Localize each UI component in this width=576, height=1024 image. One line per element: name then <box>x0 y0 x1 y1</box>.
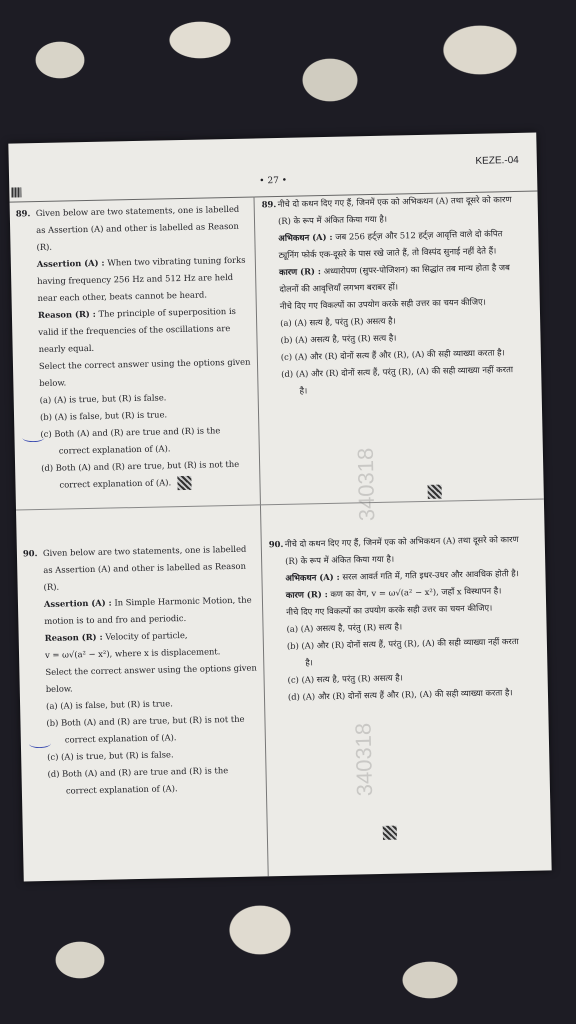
assertion-text: जब 256 हर्ट्ज़ और 512 हर्ट्ज़ आवृत्ति वाले दो कंपित ट्यूनिंग फोर्क एक-दूसरे के पास रखे जाते हैं, तो विस्पंद सुनाई नहीं देते हैं। <box>278 228 503 260</box>
watermark: 340318 <box>352 447 380 522</box>
option-b: (b) (A) और (R) दोनों सत्य हैं, परंतु (R), (A) की सही व्याख्या नहीं करता है। <box>286 636 519 668</box>
exam-page <box>8 133 551 882</box>
paper-code: KEZE.-04 <box>475 154 519 167</box>
option-b: (b) (A) is false, but (R) is true. <box>39 409 168 423</box>
option-c: (c) (A) is true, but (R) is false. <box>47 749 174 762</box>
option-a: (a) (A) is true, but (R) is false. <box>39 392 167 406</box>
instruction: Select the correct answer using the options given below. <box>38 356 251 389</box>
question-90-english <box>22 541 260 800</box>
qr-code-icon <box>428 485 442 499</box>
instruction: नीचे दिए गए विकल्पों का उपयोग करके सही उत्तर का चयन कीजिए। <box>286 602 493 617</box>
qr-code-icon <box>177 475 191 489</box>
reason-text: Velocity of particle, <box>105 629 188 642</box>
reason-label: Reason (R) : <box>44 631 103 643</box>
assertion-label: अभिकथन (A) : <box>285 571 340 583</box>
question-number: 90. <box>268 538 284 550</box>
reason-label: कारण (R) : <box>285 589 328 600</box>
reason-label: कारण (R) : <box>278 266 322 277</box>
reason-text: कण का वेग, v = ω√(a² − x²), जहाँ x विस्थापन है। <box>330 585 502 599</box>
option-c: (c) (A) सत्य है, परंतु (R) असत्य है। <box>287 672 403 685</box>
question-intro: Given below are two statements, one is labelled as Assertion (A) and other is labelled as Reason (R). <box>42 543 247 592</box>
assertion-text: सरल आवर्त गति में, गति इधर-उधर और आवधिक होती है। <box>342 568 519 582</box>
instruction: नीचे दिए गए विकल्पों का उपयोग करके सही उत्तर का चयन कीजिए। <box>279 296 486 311</box>
option-b: (b) Both (A) and (R) are true, but (R) is not the correct explanation of (A). <box>46 713 245 745</box>
question-90-hindi <box>268 531 529 706</box>
question-divider <box>16 498 544 510</box>
assertion-text: In Simple Harmonic Motion, the motion is to and fro and periodic. <box>44 594 252 626</box>
reason-text: अध्यारोपण (सुपर-पोजिशन) का सिद्धांत तब मान्य होता है जब दोलनों की आवृत्तियाँ लगभग बराबर हों। <box>279 262 510 294</box>
question-number: 89. <box>15 208 31 219</box>
instruction: Select the correct answer using the options given below. <box>45 662 257 694</box>
formula: v = ω√(a² − x²), where x is displacement. <box>44 646 221 660</box>
question-intro: Given below are two statements, one is labelled as Assertion (A) and other is labelled as Reason (R). <box>35 203 240 253</box>
reason-label: Reason (R) : <box>37 308 96 321</box>
assertion-label: Assertion (A) : <box>43 597 112 609</box>
watermark: 340318 <box>350 722 378 797</box>
option-c: (c) Both (A) and (R) are true and (R) is the correct explanation of (A). <box>40 425 221 456</box>
page-number: • 27 • <box>259 175 288 187</box>
option-b: (b) (A) असत्य है, परंतु (R) सत्य है। <box>280 332 397 345</box>
option-a: (a) (A) सत्य है, परंतु (R) असत्य है। <box>280 315 396 328</box>
assertion-label: Assertion (A) : <box>36 257 105 270</box>
question-89-hindi <box>261 191 521 400</box>
option-d: (d) Both (A) and (R) are true, but (R) is not the correct explanation of (A). <box>41 458 240 490</box>
option-c: (c) (A) और (R) दोनों सत्य हैं और (R), (A) की सही व्याख्या करता है। <box>280 347 505 362</box>
option-d: (d) (A) और (R) दोनों सत्य हैं, परंतु (R), (A) की सही व्याख्या नहीं करता है। <box>281 364 514 396</box>
assertion-label: अभिकथन (A) : <box>278 231 333 243</box>
assertion-text: When two vibrating tuning forks having frequency 256 Hz and 512 Hz are held near each other, beats cannot be heard. <box>37 254 246 304</box>
option-a: (a) (A) असत्य है, परंतु (R) सत्य है। <box>286 621 403 634</box>
question-number: 89. <box>261 199 277 210</box>
question-intro: नीचे दो कथन दिए गए हैं, जिनमें एक को अभिकथन (A) तथा दूसरे को कारण (R) के रूप में अंकित किया गया है। <box>277 194 512 226</box>
question-intro: नीचे दो कथन दिए गए हैं, जिनमें एक को अभिकथन (A) तथा दूसरे को कारण (R) के रूप में अंकित किया गया है। <box>284 534 519 566</box>
qr-code-icon <box>383 826 397 840</box>
option-a: (a) (A) is false, but (R) is true. <box>46 698 173 711</box>
question-number: 90. <box>22 548 38 559</box>
question-89-english <box>15 201 254 494</box>
reason-text: The principle of superposition is valid if the frequencies of the oscillations are nearly equal. <box>38 305 236 355</box>
option-d: (d) Both (A) and (R) are true and (R) is the correct explanation of (A). <box>47 765 229 796</box>
option-d: (d) (A) और (R) दोनों सत्य हैं और (R), (A) की सही व्याख्या करता है। <box>287 687 513 702</box>
